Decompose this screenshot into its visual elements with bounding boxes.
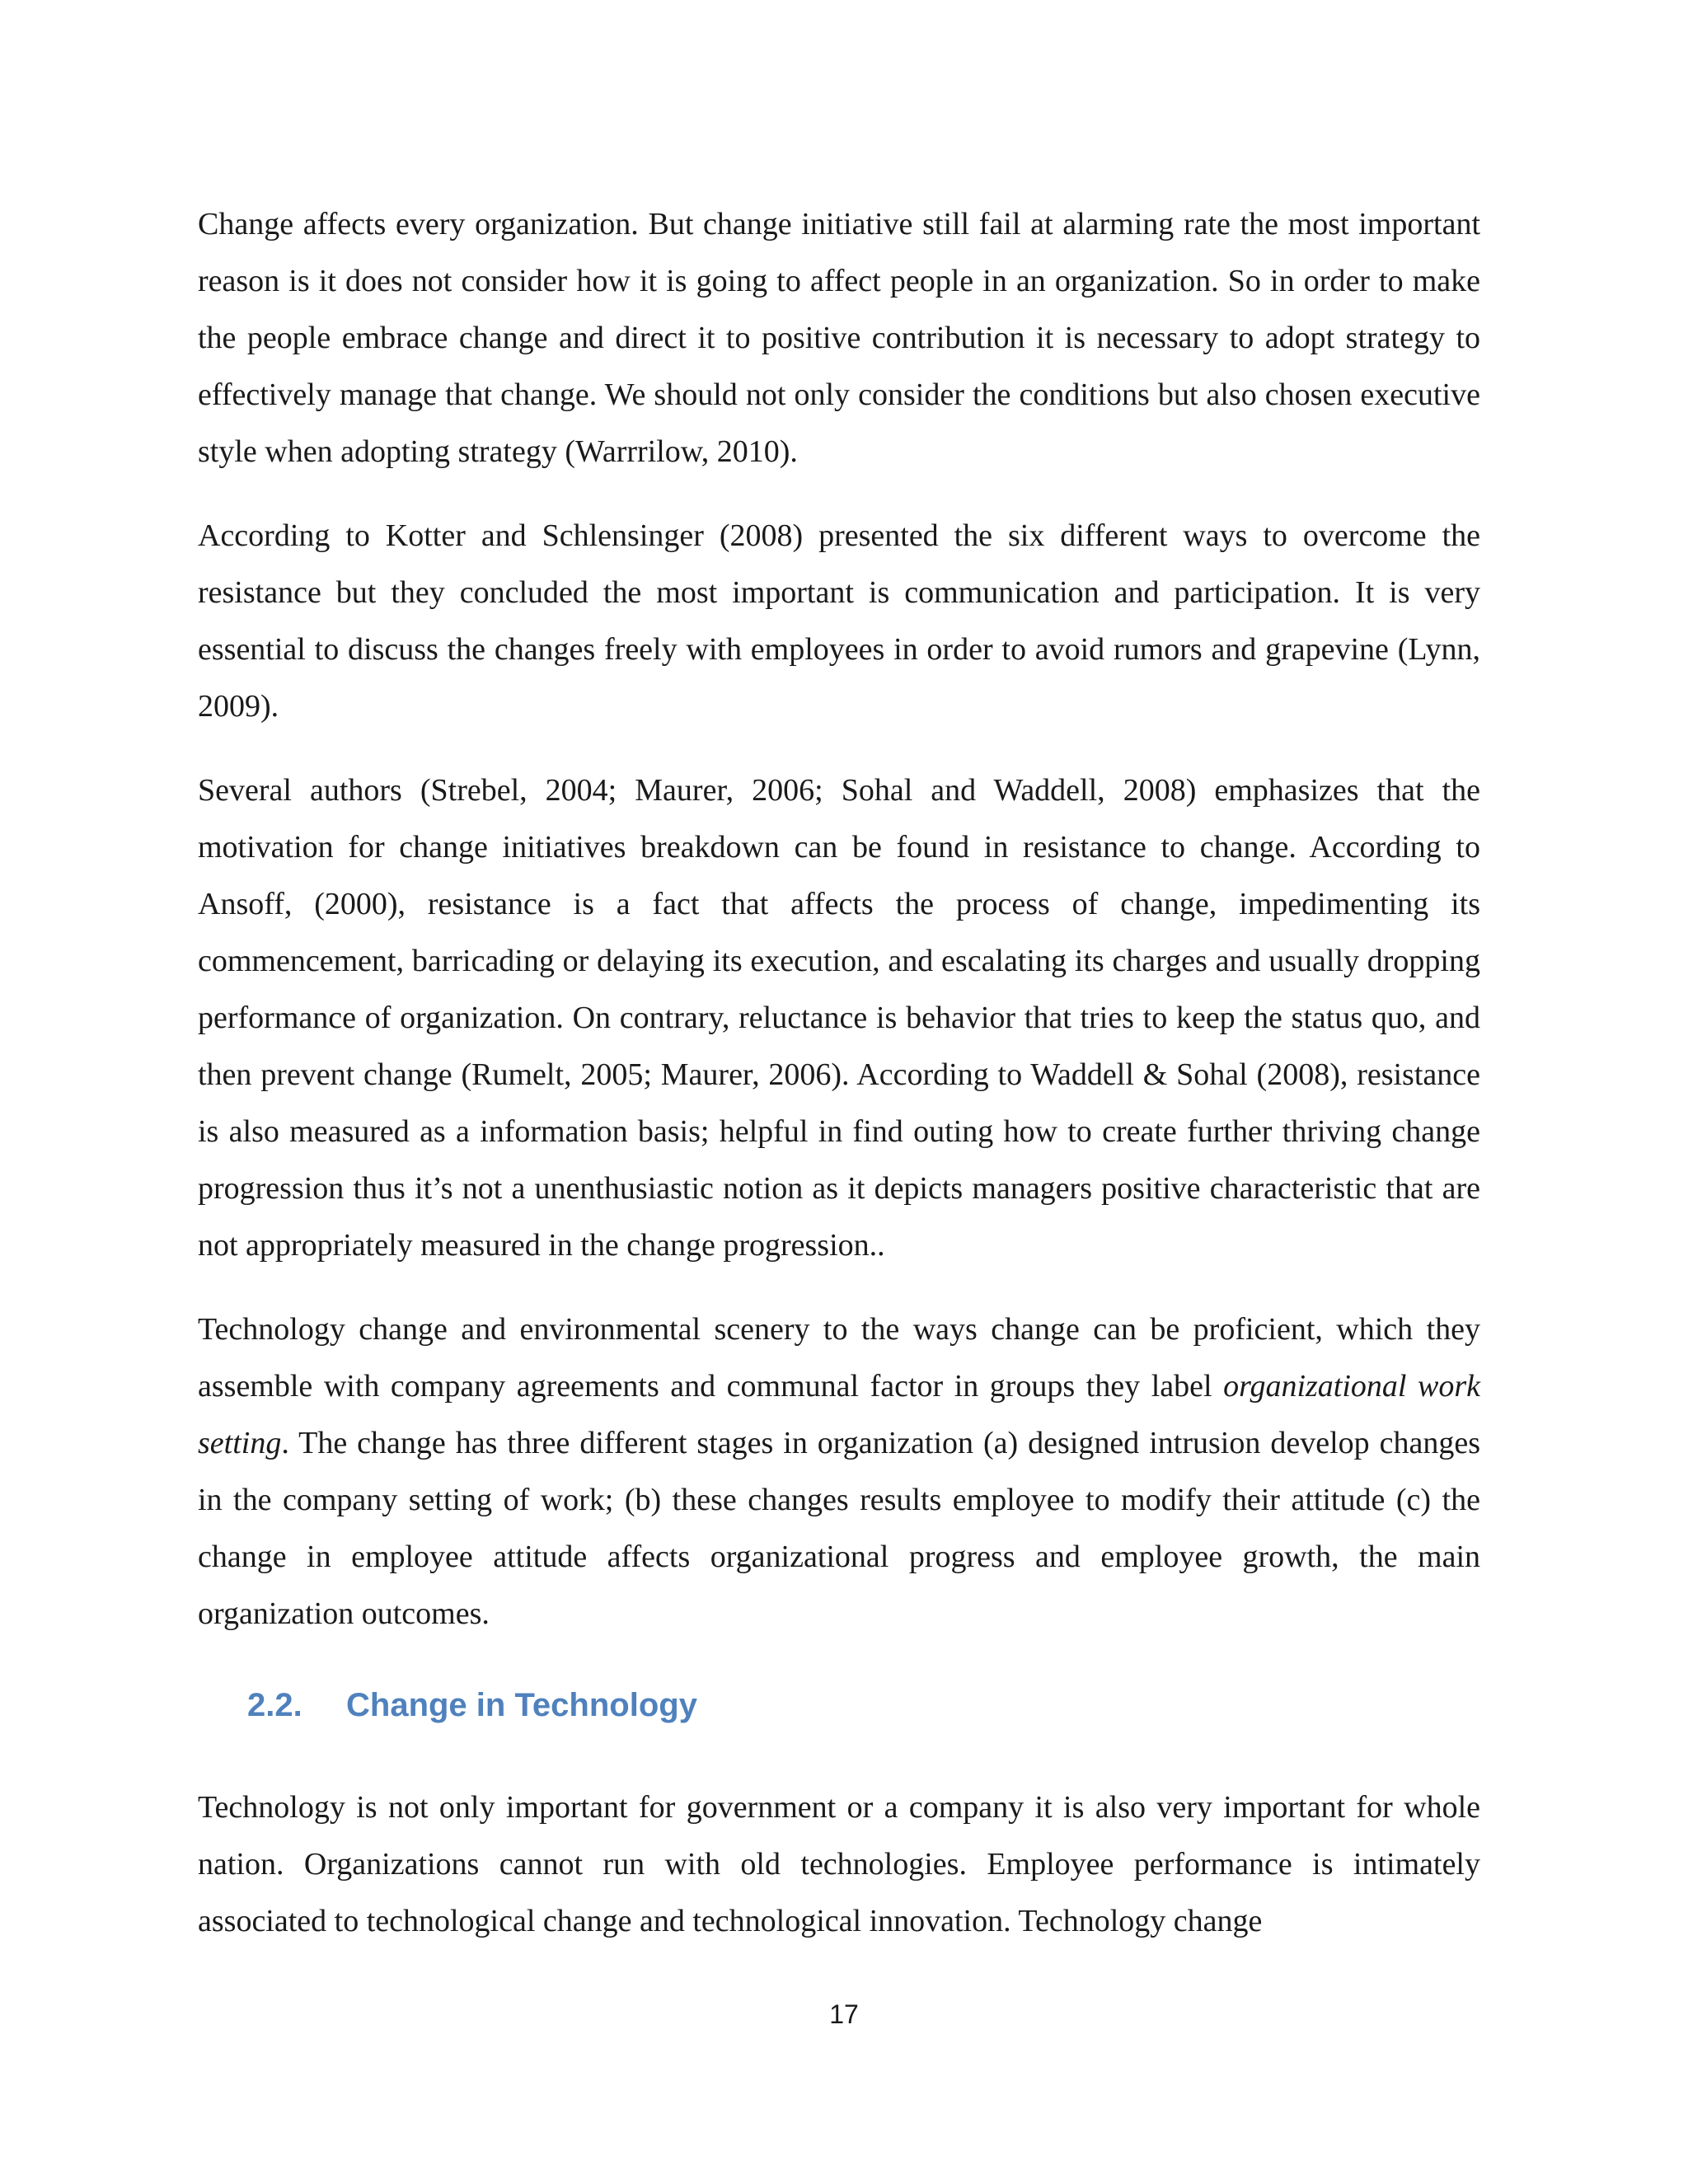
work-setting-italic-term: organizational work setting	[198, 1369, 1480, 1460]
work-setting-text-after: . The change has three different stages in organization (a) designed intrusion develop changes in the company setting of work; (b) these changes results employee to modify their attitude (c) the change in employee attitude affects organizational progress and employee growth, the main organization outcomes.	[198, 1426, 1480, 1631]
paragraph-resistance-to-change: Several authors (Strebel, 2004; Maurer, 2006; Sohal and Waddell, 2008) emphasizes that the motivation for change initiatives breakdown can be found in resistance to change. According to Ansoff, (2000), resistance is a fact that affects the process of change, impedimenting its commencement, barricading or delaying its execution, and escalating its charges and usually dropping performance of organization. On contrary, reluctance is behavior that tries to keep the status quo, and then prevent change (Rumelt, 2005; Maurer, 2006). According to Waddell & Sohal (2008), resistance is also measured as a information basis; helpful in find outing how to create further thriving change progression thus it’s not a unenthusiastic notion as it depicts managers positive characteristic that are not appropriately measured in the change progression..	[198, 773, 1480, 1263]
page-body	[198, 196, 1480, 1977]
section-heading	[198, 1680, 1480, 1730]
paragraph-technology-importance: Technology is not only important for government or a company it is also very important for whole nation. Organizations cannot run with old technologies. Employee performance is intimately associated to technological change and technological innovation. Technology change	[198, 1790, 1480, 1938]
work-setting-text-before: Technology change and environmental scenery to the ways change can be proficient, which they assemble with company agreements and communal factor in groups they label	[198, 1312, 1480, 1404]
paragraph-organizational-work-setting	[198, 1301, 1480, 1643]
paragraph-change-affects: Change affects every organization. But change initiative still fail at alarming rate the most important reason is it does not consider how it is going to affect people in an organization. So in order to make the people embrace change and direct it to positive contribution it is necessary to adopt strategy to effectively manage that change. We should not only consider the conditions but also chosen executive style when adopting strategy (Warrrilow, 2010).	[198, 207, 1480, 469]
page-number: 17	[829, 1999, 859, 2029]
section-title: Change in Technology	[346, 1687, 697, 1723]
section-number: 2.2.	[247, 1687, 302, 1723]
paragraph-kotter-schlensinger: According to Kotter and Schlensinger (2008) presented the six different ways to overcome the resistance but they concluded the most important is communication and participation. It is very essential to discuss the changes freely with employees in order to avoid rumors and grapevine (Lynn, 2009).	[198, 518, 1480, 724]
